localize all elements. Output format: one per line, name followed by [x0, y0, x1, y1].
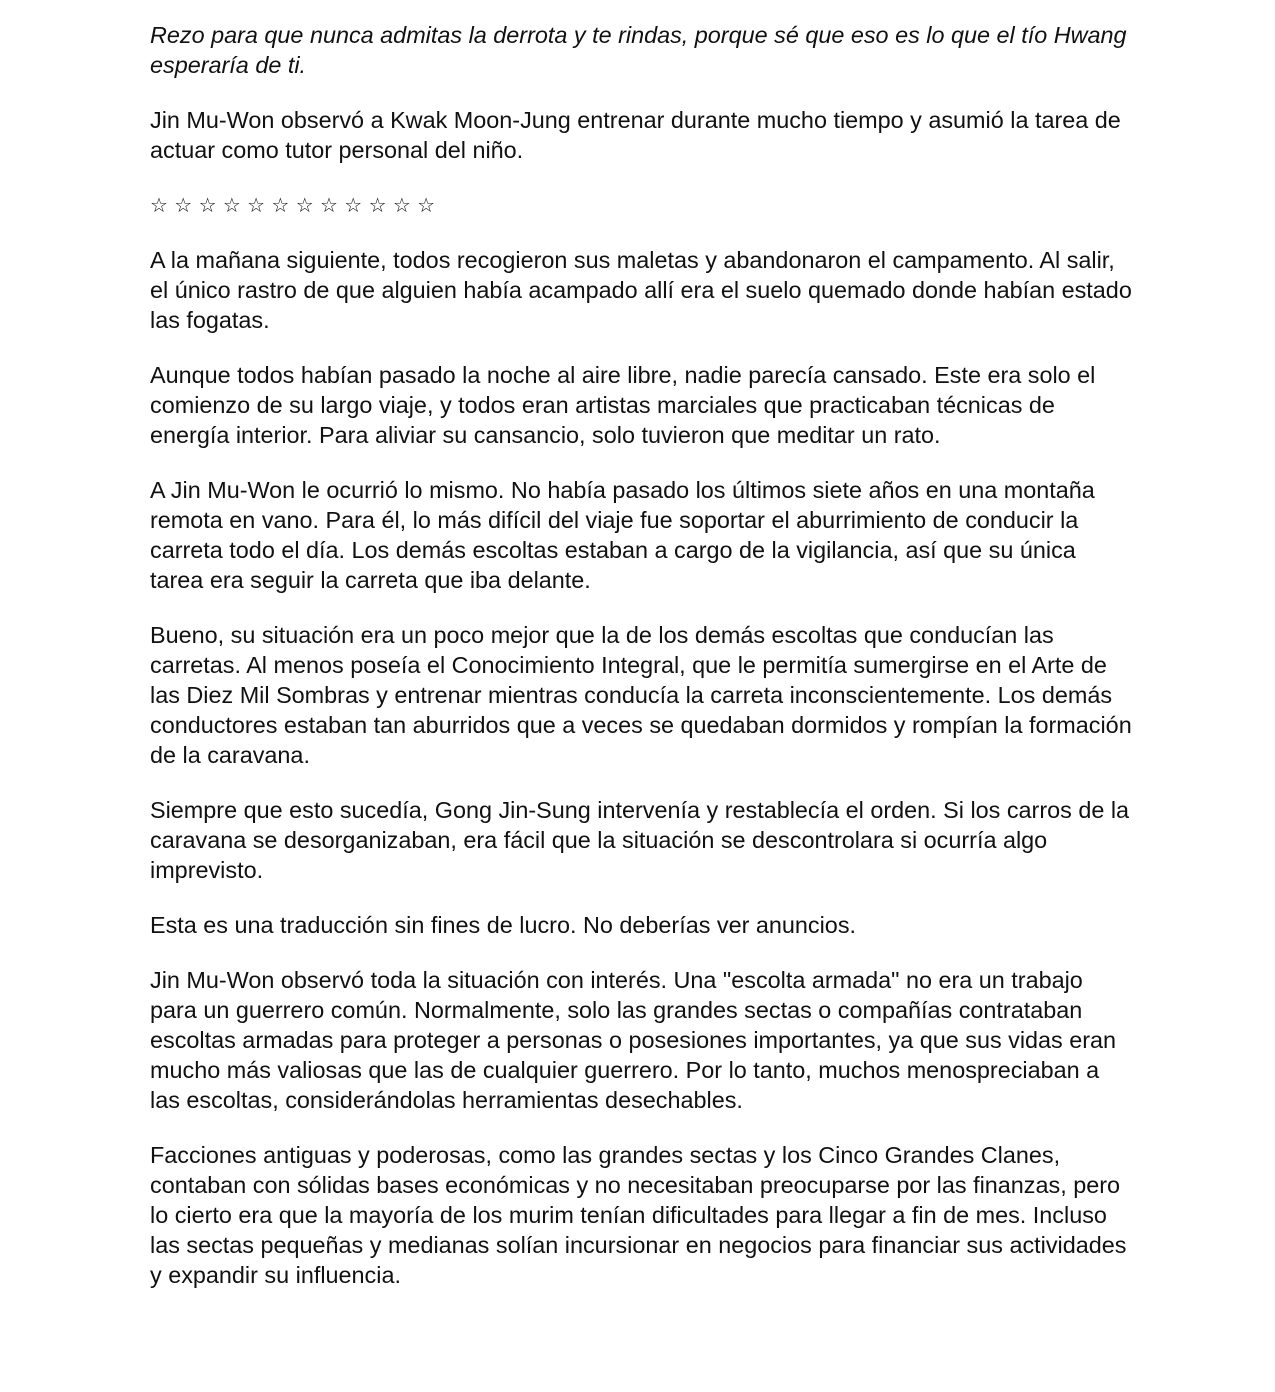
star-separator: ☆ ☆ ☆ ☆ ☆ ☆ ☆ ☆ ☆ ☆ ☆ ☆: [150, 193, 436, 217]
paragraph-situation: Bueno, su situación era un poco mejor que la de los demás escoltas que conducían las carretas. Al menos poseía el Conocimiento Integral, que le permitía sumergirse en el Arte de las Diez Mil Sombras y entrenar mientras conducía la carreta inconscientemente. Los demás conductores estaban tan aburridos que a veces se quedaban dormidos y rompían la formación de la caravana.: [150, 622, 1132, 768]
paragraph-armed-escort: Jin Mu-Won observó toda la situación con interés. Una "escolta armada" no era un trabajo para un guerrero común. Normalmente, solo las grandes sectas o compañías contrataban escoltas armadas para proteger a personas o posesiones importantes, ya que sus vidas eran mucho más valiosas que las de cualquier guerrero. Por lo tanto, muchos menospreciaban a las escoltas, considerándolas herramientas desechables.: [150, 967, 1117, 1113]
paragraph-translation-note: Esta es una traducción sin fines de lucro. No deberías ver anuncios.: [150, 912, 857, 938]
document-page: [150, 20, 1135, 1315]
paragraph-italic-prayer: Rezo para que nunca admitas la derrota y te rindas, porque sé que eso es lo que el tío Hwang esperaría de ti.: [150, 22, 1127, 78]
paragraph-morning: A la mañana siguiente, todos recogieron sus maletas y abandonaron el campamento. Al salir, el único rastro de que alguien había acampado allí era el suelo quemado donde habían estado las fogatas.: [150, 247, 1132, 333]
paragraph-gong-jin-sung: Siempre que esto sucedía, Gong Jin-Sung intervenía y restablecía el orden. Si los carros de la caravana se desorganizaban, era fácil que la situación se descontrolara si ocurría algo imprevisto.: [150, 797, 1130, 883]
paragraph-night-outdoors: Aunque todos habían pasado la noche al aire libre, nadie parecía cansado. Este era solo el comienzo de su largo viaje, y todos eran artistas marciales que practicaban técnicas de energía interior. Para aliviar su cansancio, solo tuvieron que meditar un rato.: [150, 362, 1096, 448]
paragraph-factions: Facciones antiguas y poderosas, como las grandes sectas y los Cinco Grandes Clanes, contaban con sólidas bases económicas y no necesitaban preocuparse por las finanzas, pero lo cierto era que la mayoría de los murim tenían dificultades para llegar a fin de mes. Incluso las sectas pequeñas y medianas solían incursionar en negocios para financiar sus actividades y expandir su influencia.: [150, 1142, 1127, 1288]
paragraph-observation: Jin Mu-Won observó a Kwak Moon-Jung entrenar durante mucho tiempo y asumió la tarea de actuar como tutor personal del niño.: [150, 107, 1121, 163]
paragraph-jin-mu-won: A Jin Mu-Won le ocurrió lo mismo. No había pasado los últimos siete años en una montaña remota en vano. Para él, lo más difícil del viaje fue soportar el aburrimiento de conducir la carreta todo el día. Los demás escoltas estaban a cargo de la vigilancia, así que su única tarea era seguir la carreta que iba delante.: [150, 477, 1095, 593]
